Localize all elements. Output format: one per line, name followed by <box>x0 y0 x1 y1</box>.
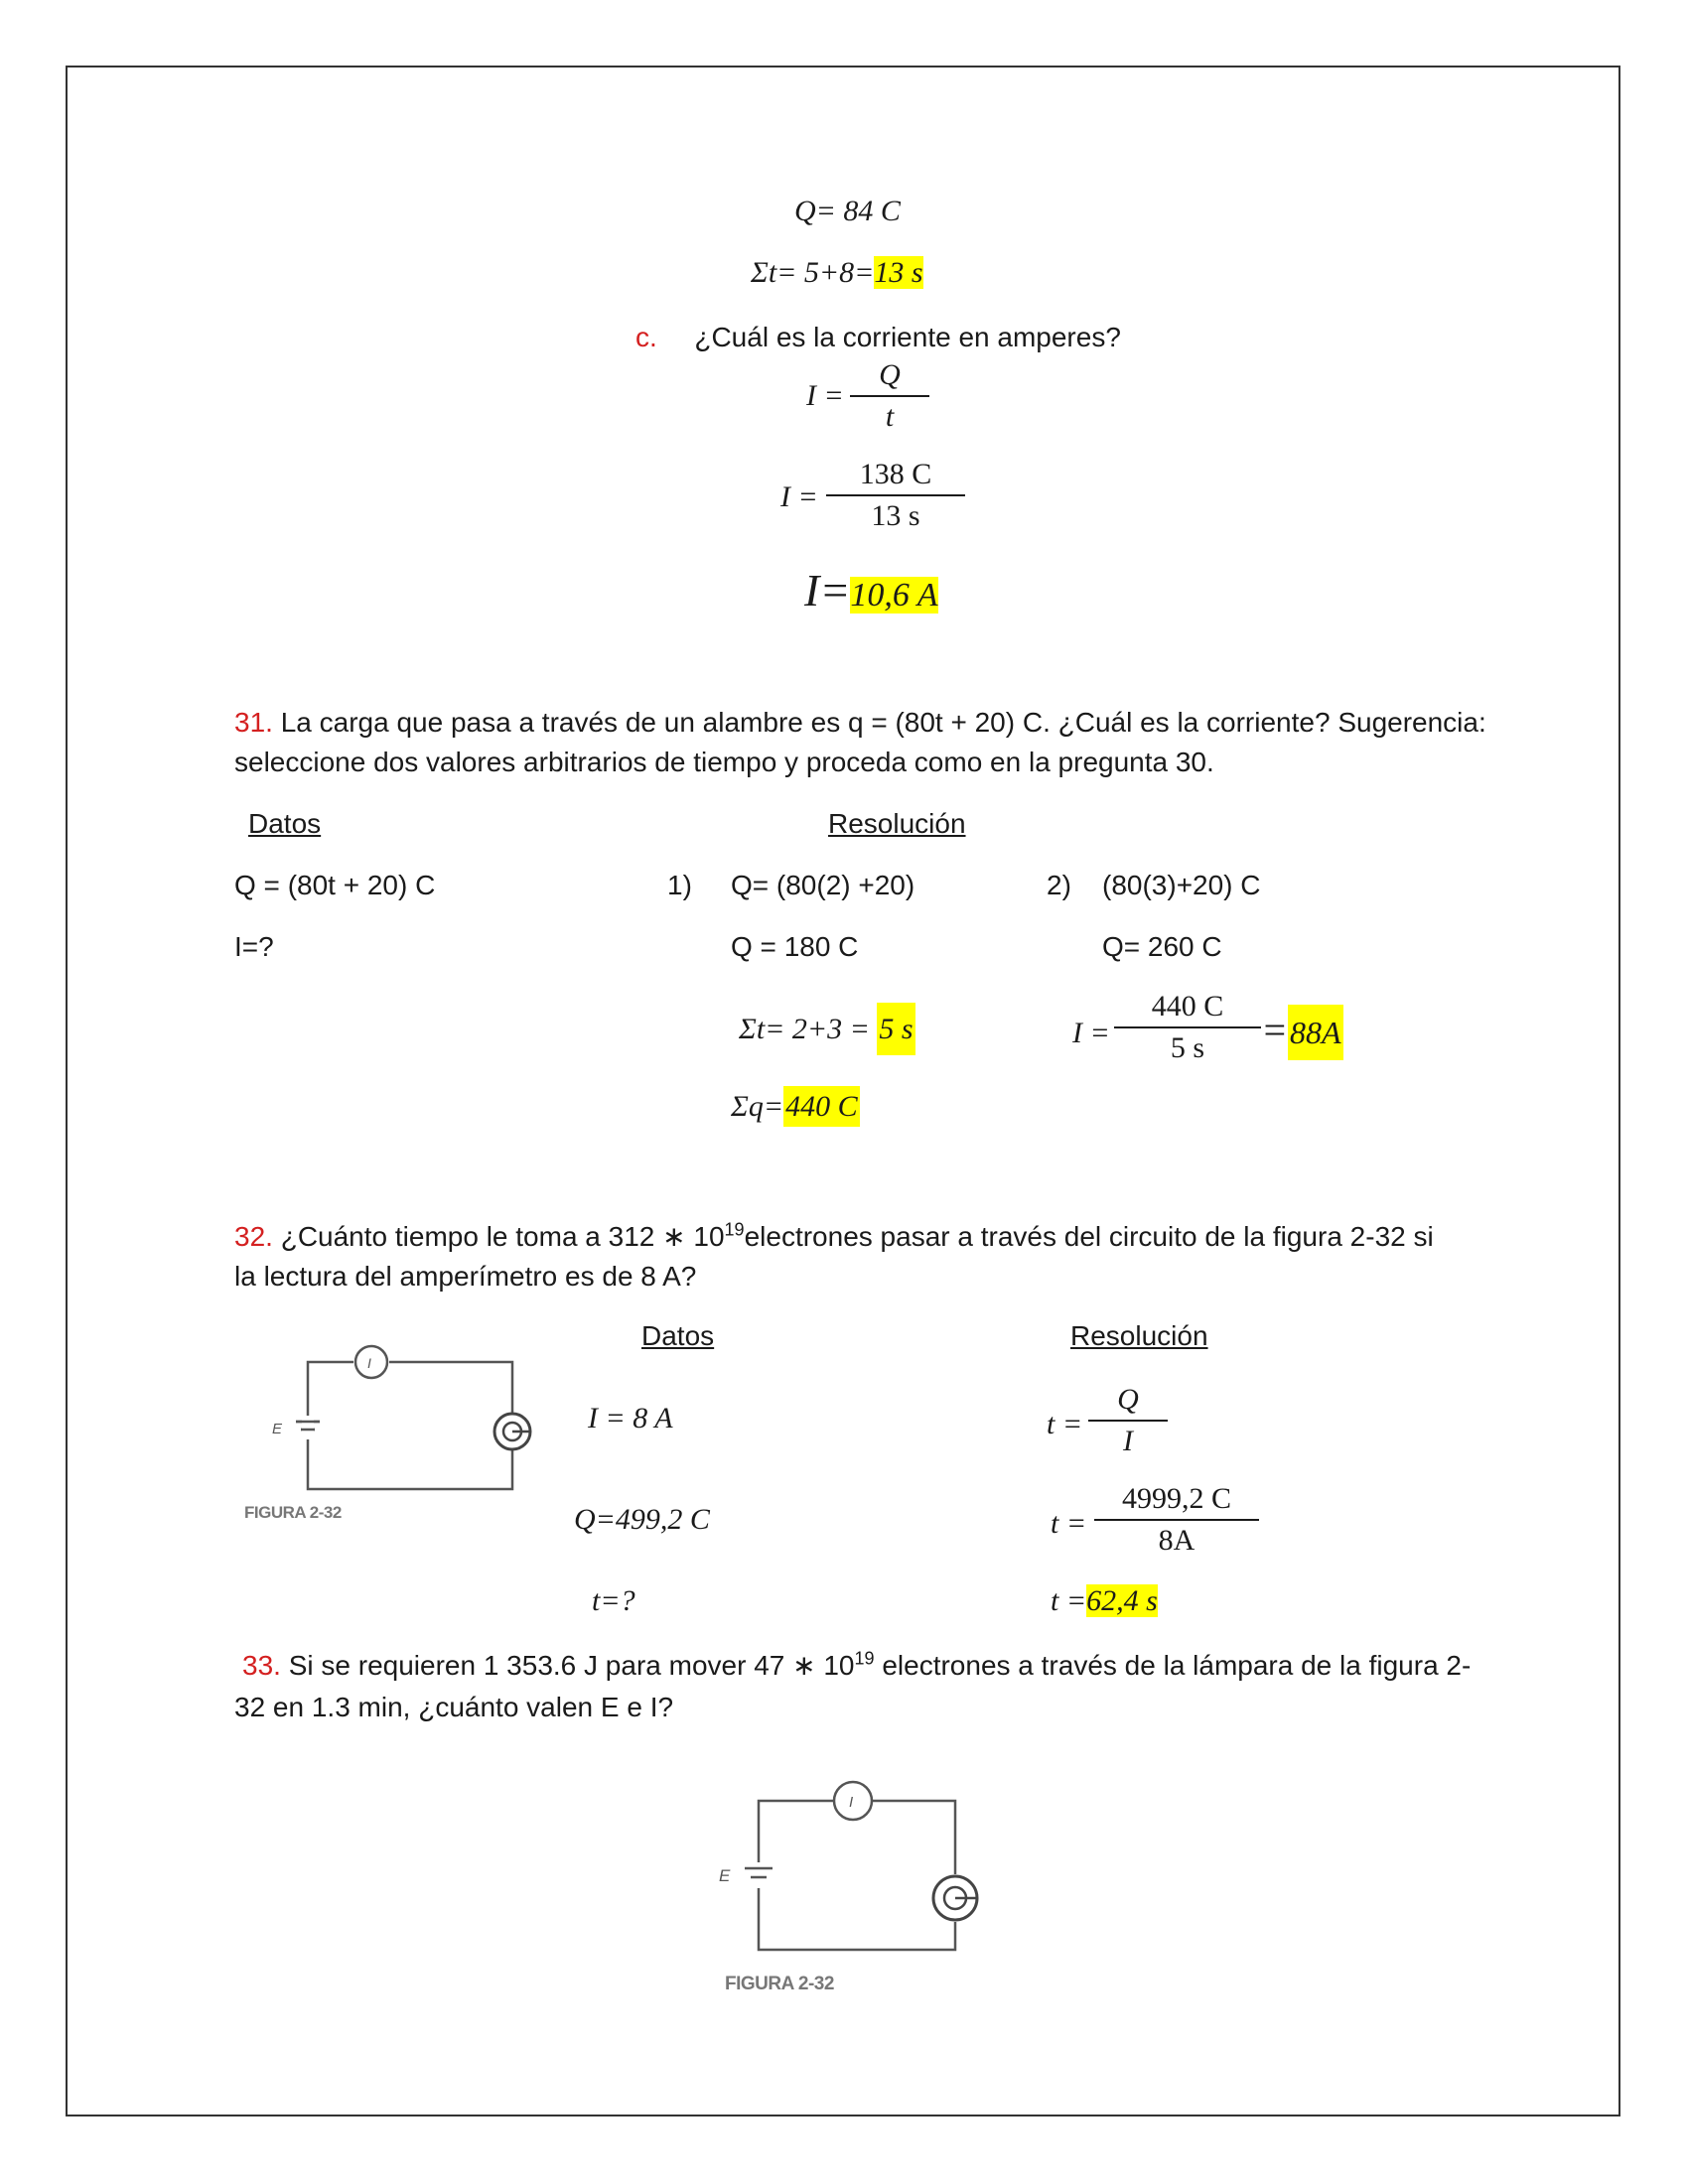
q32-text-line2: la lectura del amperímetro es de 8 A? <box>234 1261 697 1292</box>
q31-resolucion-heading: Resolución <box>828 808 966 839</box>
battery-label: E <box>719 1866 731 1885</box>
q31-current-value: 88A <box>1288 1005 1343 1060</box>
q31-step2-number: 2) <box>1047 870 1071 900</box>
fraction-numerator: 138 C <box>859 458 932 490</box>
q32-dato-current-text: I = 8 A <box>588 1402 673 1434</box>
q31-datos-heading: Datos <box>248 808 322 839</box>
q32-datos-heading: Datos <box>641 1320 715 1351</box>
q31-step1-expression: Q= (80(2) +20) <box>731 870 915 900</box>
q31-current-label: I = <box>1072 1017 1110 1049</box>
fraction-denominator: 13 s <box>871 499 920 532</box>
fraction-denominator: 5 s <box>1170 1031 1205 1064</box>
q31-equals: = <box>1261 1008 1288 1052</box>
fraction-denominator: I <box>1123 1425 1133 1457</box>
current-result-value: 10,6 A <box>850 577 938 614</box>
q32-dato-charge: Q=499,2 C <box>574 1503 710 1536</box>
q32-resolucion-heading: Resolución <box>1070 1320 1208 1351</box>
fraction-denominator: t <box>885 400 895 433</box>
sum-time-line <box>751 256 923 290</box>
q31-sum-time-prefix: Σt= 2+3 = <box>739 1013 870 1045</box>
sum-time-prefix: Σt= 5+8= <box>751 256 875 289</box>
q31-text-a: La carga que pasa a través de un alambre es q = (80t + 20) C. ¿Cuál es la corriente? Sugerencia: <box>272 707 1486 738</box>
q31-step1-result: Q = 180 C <box>731 931 859 962</box>
fraction-numerator: 4999,2 C <box>1121 1482 1231 1515</box>
q31-number: 31. <box>234 707 273 738</box>
q33-circuit-figure <box>705 1777 1003 2015</box>
q31-step1-number: 1) <box>667 870 692 900</box>
q31-sum-charge-result: 440 C <box>783 1086 860 1127</box>
ammeter-label: I <box>849 1794 854 1811</box>
q32-exponent: 19 <box>724 1219 745 1240</box>
q33-exponent: 19 <box>854 1648 875 1669</box>
q31-dato-charge: Q = (80t + 20) C <box>234 870 436 900</box>
q33-text-b: electrones a través de la lámpara de la figura 2- <box>874 1650 1472 1681</box>
charge-line: Q= 84 C <box>794 195 901 227</box>
ammeter-icon <box>355 1346 387 1378</box>
q31-step2-result: Q= 260 C <box>1102 931 1222 962</box>
q32-dato-time: t=? <box>592 1584 635 1617</box>
current-result-line <box>804 564 938 616</box>
q31-sum-time-result: 5 s <box>877 1003 914 1055</box>
fraction-numerator: Q <box>1117 1383 1139 1416</box>
q32-figure-caption: FIGURA 2-32 <box>244 1503 342 1522</box>
q32-text-b: electrones pasar a través del circuito de la figura 2-32 si <box>744 1221 1434 1252</box>
q31-sum-time <box>739 1013 915 1046</box>
sum-time-result: 13 s <box>874 256 923 289</box>
current-result-prefix: I= <box>804 565 851 615</box>
q32-time-label-1: t = <box>1047 1408 1083 1440</box>
q32-text-a: ¿Cuánto tiempo le toma a 312 ∗ 10 <box>272 1221 725 1252</box>
q31-dato-current: I=? <box>234 931 274 962</box>
fraction-denominator: 8A <box>1158 1524 1196 1557</box>
q33-figure-caption: FIGURA 2-32 <box>725 1974 834 1994</box>
question-c-text: ¿Cuál es la corriente en amperes? <box>694 322 1121 352</box>
q31-text-line2: seleccione dos valores arbitrarios de tiempo y proceda como en la pregunta 30. <box>234 747 1214 777</box>
q31-fraction-440-over-5 <box>1114 987 1261 1068</box>
battery-label: E <box>272 1421 283 1437</box>
q33-text-line2: 32 en 1.3 min, ¿cuánto valen E e I? <box>234 1692 674 1722</box>
fraction-138-over-13 <box>826 455 965 536</box>
fraction-numerator: Q <box>879 358 901 391</box>
question-c-label: c. <box>635 322 657 352</box>
q32-fraction-q-over-i <box>1088 1380 1168 1461</box>
q32-time-result-prefix: t = <box>1051 1584 1087 1617</box>
q31-current-result <box>1261 1007 1343 1053</box>
q32-time-result-value: 62,4 s <box>1086 1584 1158 1617</box>
question-c <box>635 320 1121 355</box>
q32-text-line1 <box>234 1219 1434 1255</box>
q33-number: 33. <box>242 1650 281 1681</box>
current-label-1: I = <box>806 379 844 412</box>
q32-time-result <box>1051 1584 1158 1618</box>
q32-dato-current <box>588 1402 673 1435</box>
q33-text-a: Si se requieren 1 353.6 J para mover 47 ∗ 10 <box>280 1650 855 1681</box>
ammeter-label: I <box>367 1355 371 1371</box>
q31-text-line1 <box>234 705 1486 741</box>
q32-time-label-2: t = <box>1051 1507 1087 1540</box>
current-label-2: I = <box>780 480 818 513</box>
fraction-q-over-t <box>850 355 929 437</box>
q32-circuit-figure <box>238 1340 556 1539</box>
q32-number: 32. <box>234 1221 273 1252</box>
q32-fraction-4999-over-8 <box>1094 1479 1259 1561</box>
q33-text-line1 <box>242 1648 1471 1684</box>
fraction-numerator: 440 C <box>1151 990 1224 1023</box>
q31-step2-expression: (80(3)+20) C <box>1102 870 1261 900</box>
q31-sum-charge <box>731 1090 860 1124</box>
q31-sum-charge-prefix: Σq= <box>731 1090 784 1123</box>
